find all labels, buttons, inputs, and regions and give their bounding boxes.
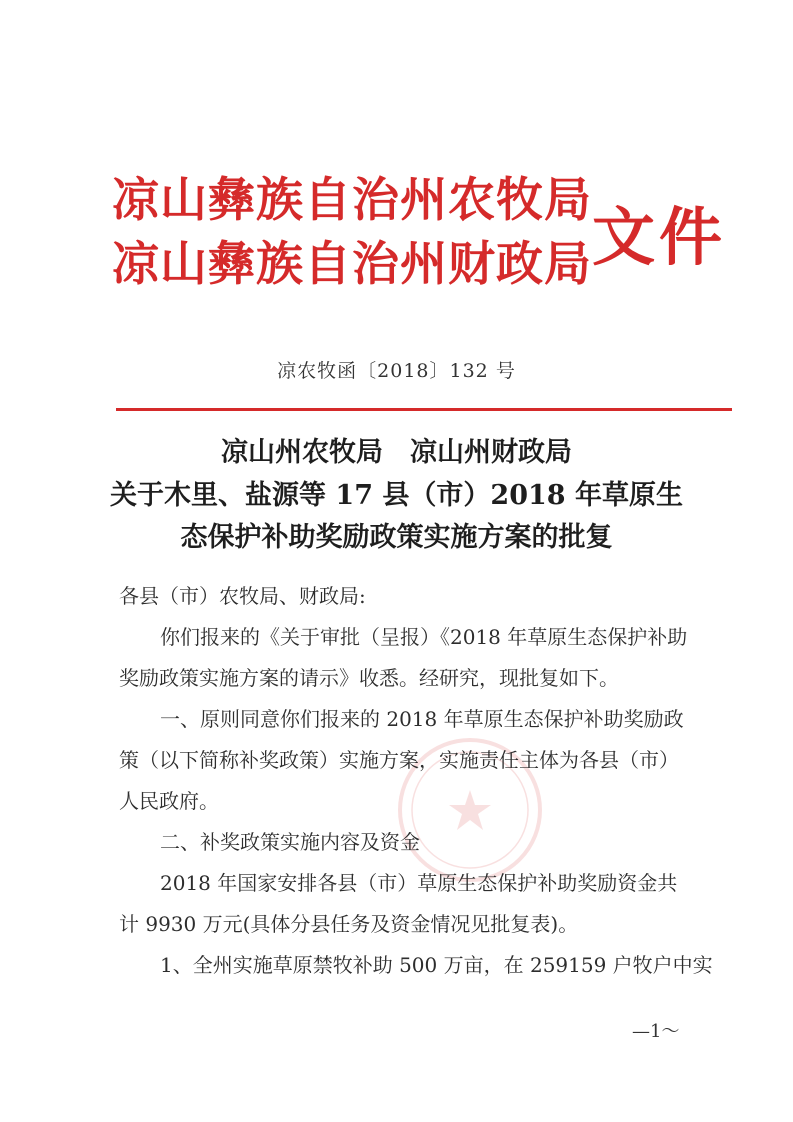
document-number: 凉农牧函〔2018〕132 号	[277, 360, 516, 382]
section-heading: 二、补奖政策实施内容及资金	[160, 830, 420, 854]
title-line-3: 态保护补助奖励政策实施方案的批复	[180, 522, 613, 553]
page-number: —1～	[632, 1021, 680, 1042]
paragraph-2-line-2: 策（以下简称补奖政策）实施方案，实施责任主体为各县（市）	[119, 748, 679, 772]
paragraph-1-line-2: 奖励政策实施方案的请示》收悉。经研究，现批复如下。	[119, 666, 619, 690]
title-line-2: 关于木里、盐源等 17 县（市）2018 年草原生	[110, 480, 683, 511]
title-line-1: 凉山州农牧局 凉山州财政局	[221, 437, 572, 468]
paragraph-5-line-1: 1、全州实施草原禁牧补助 500 万亩，在 259159 户牧户中实	[160, 953, 713, 977]
paragraph-4-line-1: 2018 年国家安排各县（市）草原生态保护补助奖励资金共	[160, 871, 678, 895]
red-divider	[116, 408, 732, 411]
issuing-org-1: 凉山彝族自治州农牧局	[112, 173, 592, 228]
issuing-org-2: 凉山彝族自治州财政局	[112, 237, 592, 292]
paragraph-4-line-2: 计 9930 万元(具体分县任务及资金情况见批复表)。	[119, 912, 579, 936]
salutation: 各县（市）农牧局、财政局:	[119, 584, 366, 608]
paragraph-1-line-1: 你们报来的《关于审批（呈报）《2018 年草原生态保护补助	[160, 625, 688, 649]
paragraph-2-line-3: 人民政府。	[119, 789, 219, 813]
document-kind: 文件	[592, 201, 726, 274]
paragraph-2-line-1: 一、原则同意你们报来的 2018 年草原生态保护补助奖励政	[160, 707, 684, 731]
